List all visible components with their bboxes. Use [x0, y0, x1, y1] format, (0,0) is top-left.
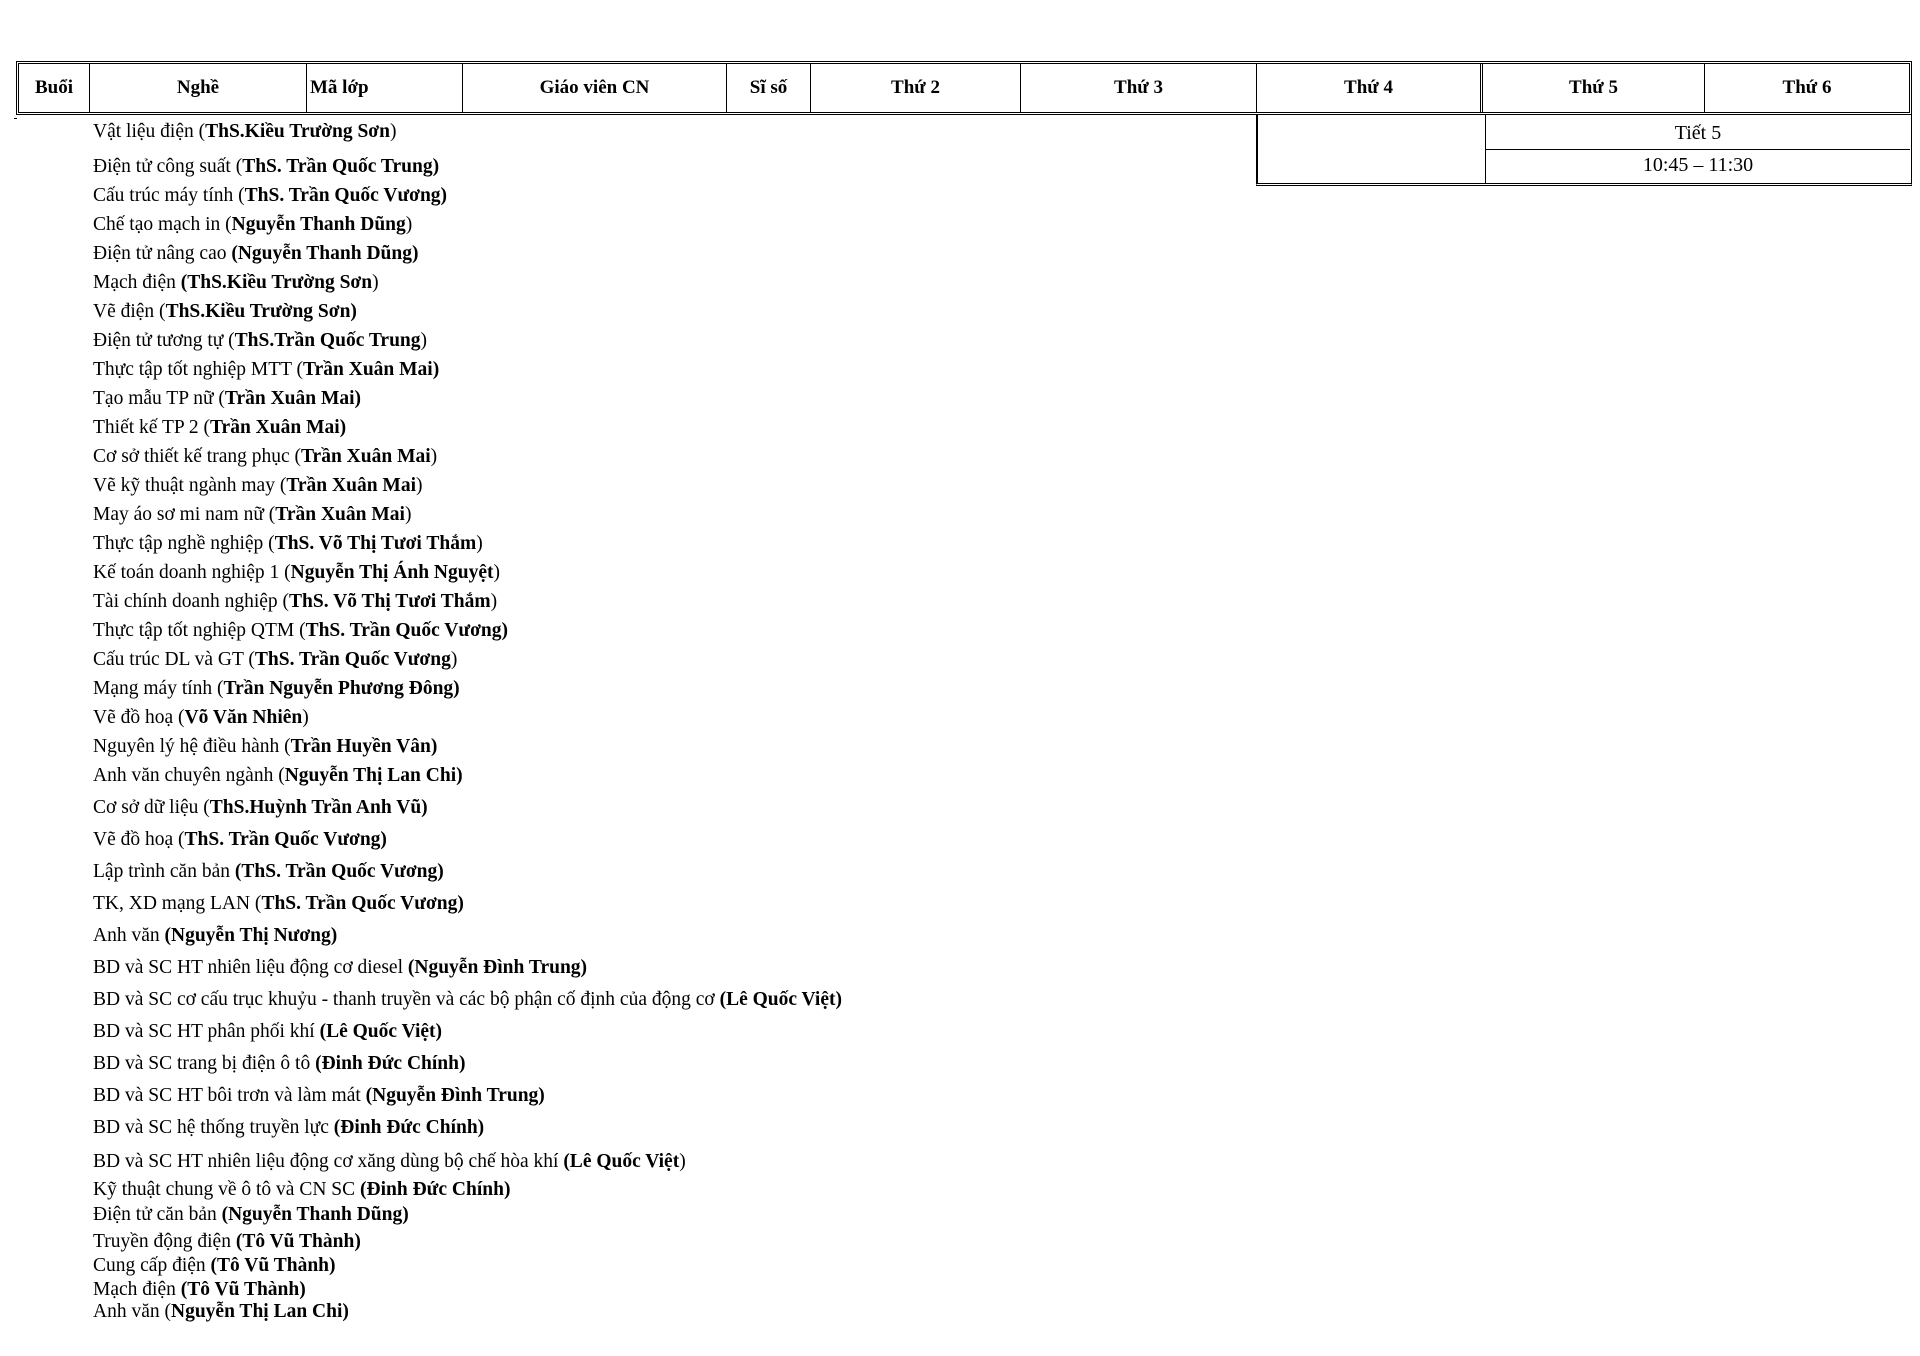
course-item	[93, 924, 337, 948]
course-subject: BD và SC cơ cấu trục khuỷu - thanh truyền và các bộ phận cố định của động cơ	[93, 989, 720, 1010]
course-item	[93, 1230, 361, 1254]
course-teacher: Nguyễn Thị Ánh Nguyệt	[290, 562, 494, 583]
course-teacher: ThS.Huỳnh Trần Anh Vũ)	[209, 797, 428, 818]
course-item	[93, 184, 447, 208]
course-subject: BD và SC HT bôi trơn và làm mát	[93, 1085, 366, 1106]
course-subject: Cấu trúc máy tính (	[93, 185, 245, 206]
course-subject: Cơ sở dữ liệu (	[93, 797, 210, 818]
course-subject: Thực tập tốt nghiệp QTM (	[93, 620, 306, 641]
course-teacher: Trần Xuân Mai	[275, 504, 405, 525]
period-label: Tiết 5	[1486, 117, 1910, 150]
course-item	[93, 1203, 409, 1227]
course-teacher: ThS. Trần Quốc Vương)	[305, 620, 508, 641]
course-teacher: ThS. Trần Quốc Trung)	[242, 156, 440, 177]
course-teacher: Nguyễn Thị Lan Chi)	[170, 1301, 349, 1322]
course-item	[93, 1300, 349, 1324]
course-item	[93, 503, 411, 527]
course-teacher: (Đinh Đức Chính)	[315, 1053, 466, 1074]
course-item	[93, 1020, 442, 1044]
col-nghe: Nghề	[90, 64, 307, 112]
course-item	[93, 387, 361, 411]
course-item	[93, 155, 439, 179]
course-teacher: Nguyễn Thị Lan Chi)	[284, 765, 463, 786]
course-subject: Truyền động điện	[93, 1231, 236, 1252]
course-teacher: (Nguyễn Đình Trung)	[407, 957, 588, 978]
course-teacher: (Nguyễn Đình Trung)	[365, 1085, 545, 1106]
course-item	[93, 474, 422, 498]
course-close-paren: )	[430, 446, 438, 467]
course-teacher: ThS.Kiều Trường Sơn)	[165, 301, 357, 322]
course-teacher: Trần Huyền Vân)	[290, 736, 438, 757]
course-teacher: ThS. Trần Quốc Vương)	[244, 185, 448, 206]
col-thu-2: Thứ 2	[811, 64, 1021, 112]
period-box	[1256, 115, 1912, 186]
course-subject: May áo sơ mi nam nữ (	[93, 504, 276, 525]
course-teacher: (Lê Quốc Việt)	[719, 989, 842, 1010]
course-teacher: (Tô Vũ Thành)	[180, 1279, 306, 1300]
course-subject: Vẽ kỹ thuật ngành may (	[93, 475, 287, 496]
course-subject: BD và SC HT nhiên liệu động cơ diesel	[93, 957, 408, 978]
course-teacher: Nguyễn Thanh Dũng	[231, 214, 406, 235]
course-item	[93, 1084, 545, 1108]
course-item	[93, 677, 460, 701]
course-item	[93, 1150, 686, 1174]
course-teacher: ThS. Trần Quốc Vương)	[261, 893, 464, 914]
course-item	[93, 706, 309, 730]
course-item	[93, 988, 842, 1012]
course-item	[93, 796, 428, 820]
course-teacher: (Đinh Đức Chính)	[360, 1179, 511, 1200]
course-item	[93, 242, 419, 266]
course-item	[93, 213, 412, 237]
col-thu-4: Thứ 4	[1257, 64, 1483, 112]
col-si-so: Sĩ số	[727, 64, 811, 112]
course-teacher: (Nguyễn Thanh Dũng)	[221, 1204, 409, 1225]
course-close-paren: )	[493, 562, 500, 583]
course-teacher: Trần Xuân Mai)	[224, 388, 362, 409]
course-item	[93, 735, 437, 759]
course-subject: Mạch điện	[93, 1279, 181, 1300]
course-subject: Vật liệu điện (	[93, 121, 206, 142]
course-close-paren: )	[476, 533, 483, 554]
course-subject: Vẽ đồ hoạ (	[93, 829, 185, 850]
course-subject: Mạch điện	[93, 272, 181, 293]
course-subject: Chế tạo mạch in (	[93, 214, 232, 235]
course-close-paren: )	[420, 330, 428, 351]
course-close-paren: )	[404, 504, 412, 525]
course-teacher: (Nguyễn Thanh Dũng)	[231, 243, 419, 264]
course-subject: Điện tử căn bản	[93, 1204, 222, 1225]
col-giao-vien-cn: Giáo viên CN	[463, 64, 727, 112]
course-close-paren: )	[302, 707, 309, 728]
course-subject: Kỹ thuật chung về ô tô và CN SC	[93, 1179, 361, 1200]
course-item	[93, 828, 387, 852]
course-subject: Thực tập tốt nghiệp MTT (	[93, 359, 304, 380]
course-teacher: (Nguyễn Thị Nương)	[164, 925, 338, 946]
course-subject: Cơ sở thiết kế trang phục (	[93, 446, 301, 467]
course-item	[93, 300, 357, 324]
course-teacher: ThS. Võ Thị Tươi Thắm	[289, 591, 491, 612]
course-subject: Cấu trúc DL và GT (	[93, 649, 255, 670]
schedule-header-table	[16, 61, 1912, 115]
course-subject: Tạo mẫu TP nữ (	[93, 388, 225, 409]
col-thu-3: Thứ 3	[1021, 64, 1257, 112]
course-item	[93, 1254, 336, 1278]
col-thu-5: Thứ 5	[1483, 64, 1705, 112]
course-item	[93, 764, 463, 788]
course-item	[93, 1178, 510, 1202]
course-item	[93, 329, 427, 353]
course-item	[93, 860, 444, 884]
course-teacher: Võ Văn Nhiên	[184, 707, 303, 728]
course-teacher: (Đinh Đức Chính)	[333, 1117, 485, 1138]
course-subject: Điện tử tương tự (	[93, 330, 235, 351]
course-item	[93, 956, 587, 980]
course-item	[93, 271, 379, 295]
course-teacher: Trần Xuân Mai	[286, 475, 416, 496]
course-teacher: Trần Xuân Mai)	[303, 359, 440, 380]
course-item	[93, 1278, 306, 1302]
course-item	[93, 892, 464, 916]
course-teacher: (ThS.Kiều Trường Sơn	[180, 272, 373, 293]
course-close-paren: )	[389, 121, 397, 142]
course-subject: TK, XD mạng LAN (	[93, 893, 262, 914]
course-close-paren: )	[405, 214, 413, 235]
col-thu-6: Thứ 6	[1782, 77, 1832, 98]
course-subject: Thực tập nghề nghiệp (	[93, 533, 275, 554]
course-teacher: Trần Nguyễn Phương Đông)	[223, 678, 460, 699]
course-teacher: ThS.Kiều Trường Sơn	[205, 121, 390, 142]
period-box-left-border	[1257, 115, 1260, 183]
course-subject: BD và SC HT nhiên liệu động cơ xăng dùng bộ chế hòa khí	[93, 1151, 564, 1172]
course-close-paren: )	[415, 475, 423, 496]
course-subject: Nguyên lý hệ điều hành (	[93, 736, 291, 757]
course-item	[93, 358, 439, 382]
course-subject: Anh văn	[93, 925, 165, 946]
course-item	[93, 619, 508, 643]
col-buoi: Buổi	[19, 64, 90, 112]
course-subject: Điện tử công suất (	[93, 156, 243, 177]
course-subject: Vẽ điện (	[93, 301, 166, 322]
table-corner-mark	[14, 118, 17, 119]
course-subject: Điện tử nâng cao	[93, 243, 232, 264]
course-subject: Lập trình căn bản	[93, 861, 235, 882]
period-time: 10:45 – 11:30	[1642, 154, 1754, 176]
course-close-paren: )	[679, 1151, 686, 1172]
course-teacher: (ThS. Trần Quốc Vương)	[234, 861, 444, 882]
course-subject: Anh văn chuyên ngành (	[93, 765, 285, 786]
course-item	[93, 590, 497, 614]
course-teacher: Trần Xuân Mai)	[209, 417, 347, 438]
course-close-paren: )	[490, 591, 498, 612]
course-subject: Anh văn (	[93, 1301, 171, 1322]
course-item	[93, 120, 396, 144]
course-teacher: ThS.Trần Quốc Trung	[234, 330, 421, 351]
course-item	[93, 416, 346, 440]
course-teacher: (Lê Quốc Việt)	[319, 1021, 442, 1042]
course-teacher: (Lê Quốc Việt	[563, 1151, 680, 1172]
course-subject: Mạng máy tính (	[93, 678, 224, 699]
course-subject: BD và SC HT phân phối khí	[93, 1021, 320, 1042]
course-item	[93, 532, 483, 556]
course-subject: Vẽ đồ hoạ (	[93, 707, 185, 728]
course-item	[93, 1116, 484, 1140]
course-item	[93, 1052, 465, 1076]
course-subject: Thiết kế TP 2 (	[93, 417, 210, 438]
course-teacher: (Tô Vũ Thành)	[210, 1255, 336, 1276]
course-teacher: ThS. Võ Thị Tươi Thắm	[274, 533, 477, 554]
course-teacher: ThS. Trần Quốc Vương)	[184, 829, 387, 850]
course-subject: Tài chính doanh nghiệp (	[93, 591, 290, 612]
course-subject: BD và SC hệ thống truyền lực	[93, 1117, 334, 1138]
col-ma-lop: Mã lớp	[307, 64, 463, 112]
course-teacher: (Tô Vũ Thành)	[235, 1231, 361, 1252]
course-teacher: Trần Xuân Mai	[301, 446, 431, 467]
course-close-paren: )	[450, 649, 458, 670]
course-item	[93, 445, 437, 469]
course-subject: BD và SC trang bị điện ô tô	[93, 1053, 316, 1074]
course-subject: Kế toán doanh nghiệp 1 (	[93, 562, 291, 583]
course-subject: Cung cấp điện	[93, 1255, 211, 1276]
course-close-paren: )	[372, 272, 379, 293]
course-item	[93, 561, 500, 585]
course-teacher: ThS. Trần Quốc Vương	[254, 649, 451, 670]
course-item	[93, 648, 457, 672]
